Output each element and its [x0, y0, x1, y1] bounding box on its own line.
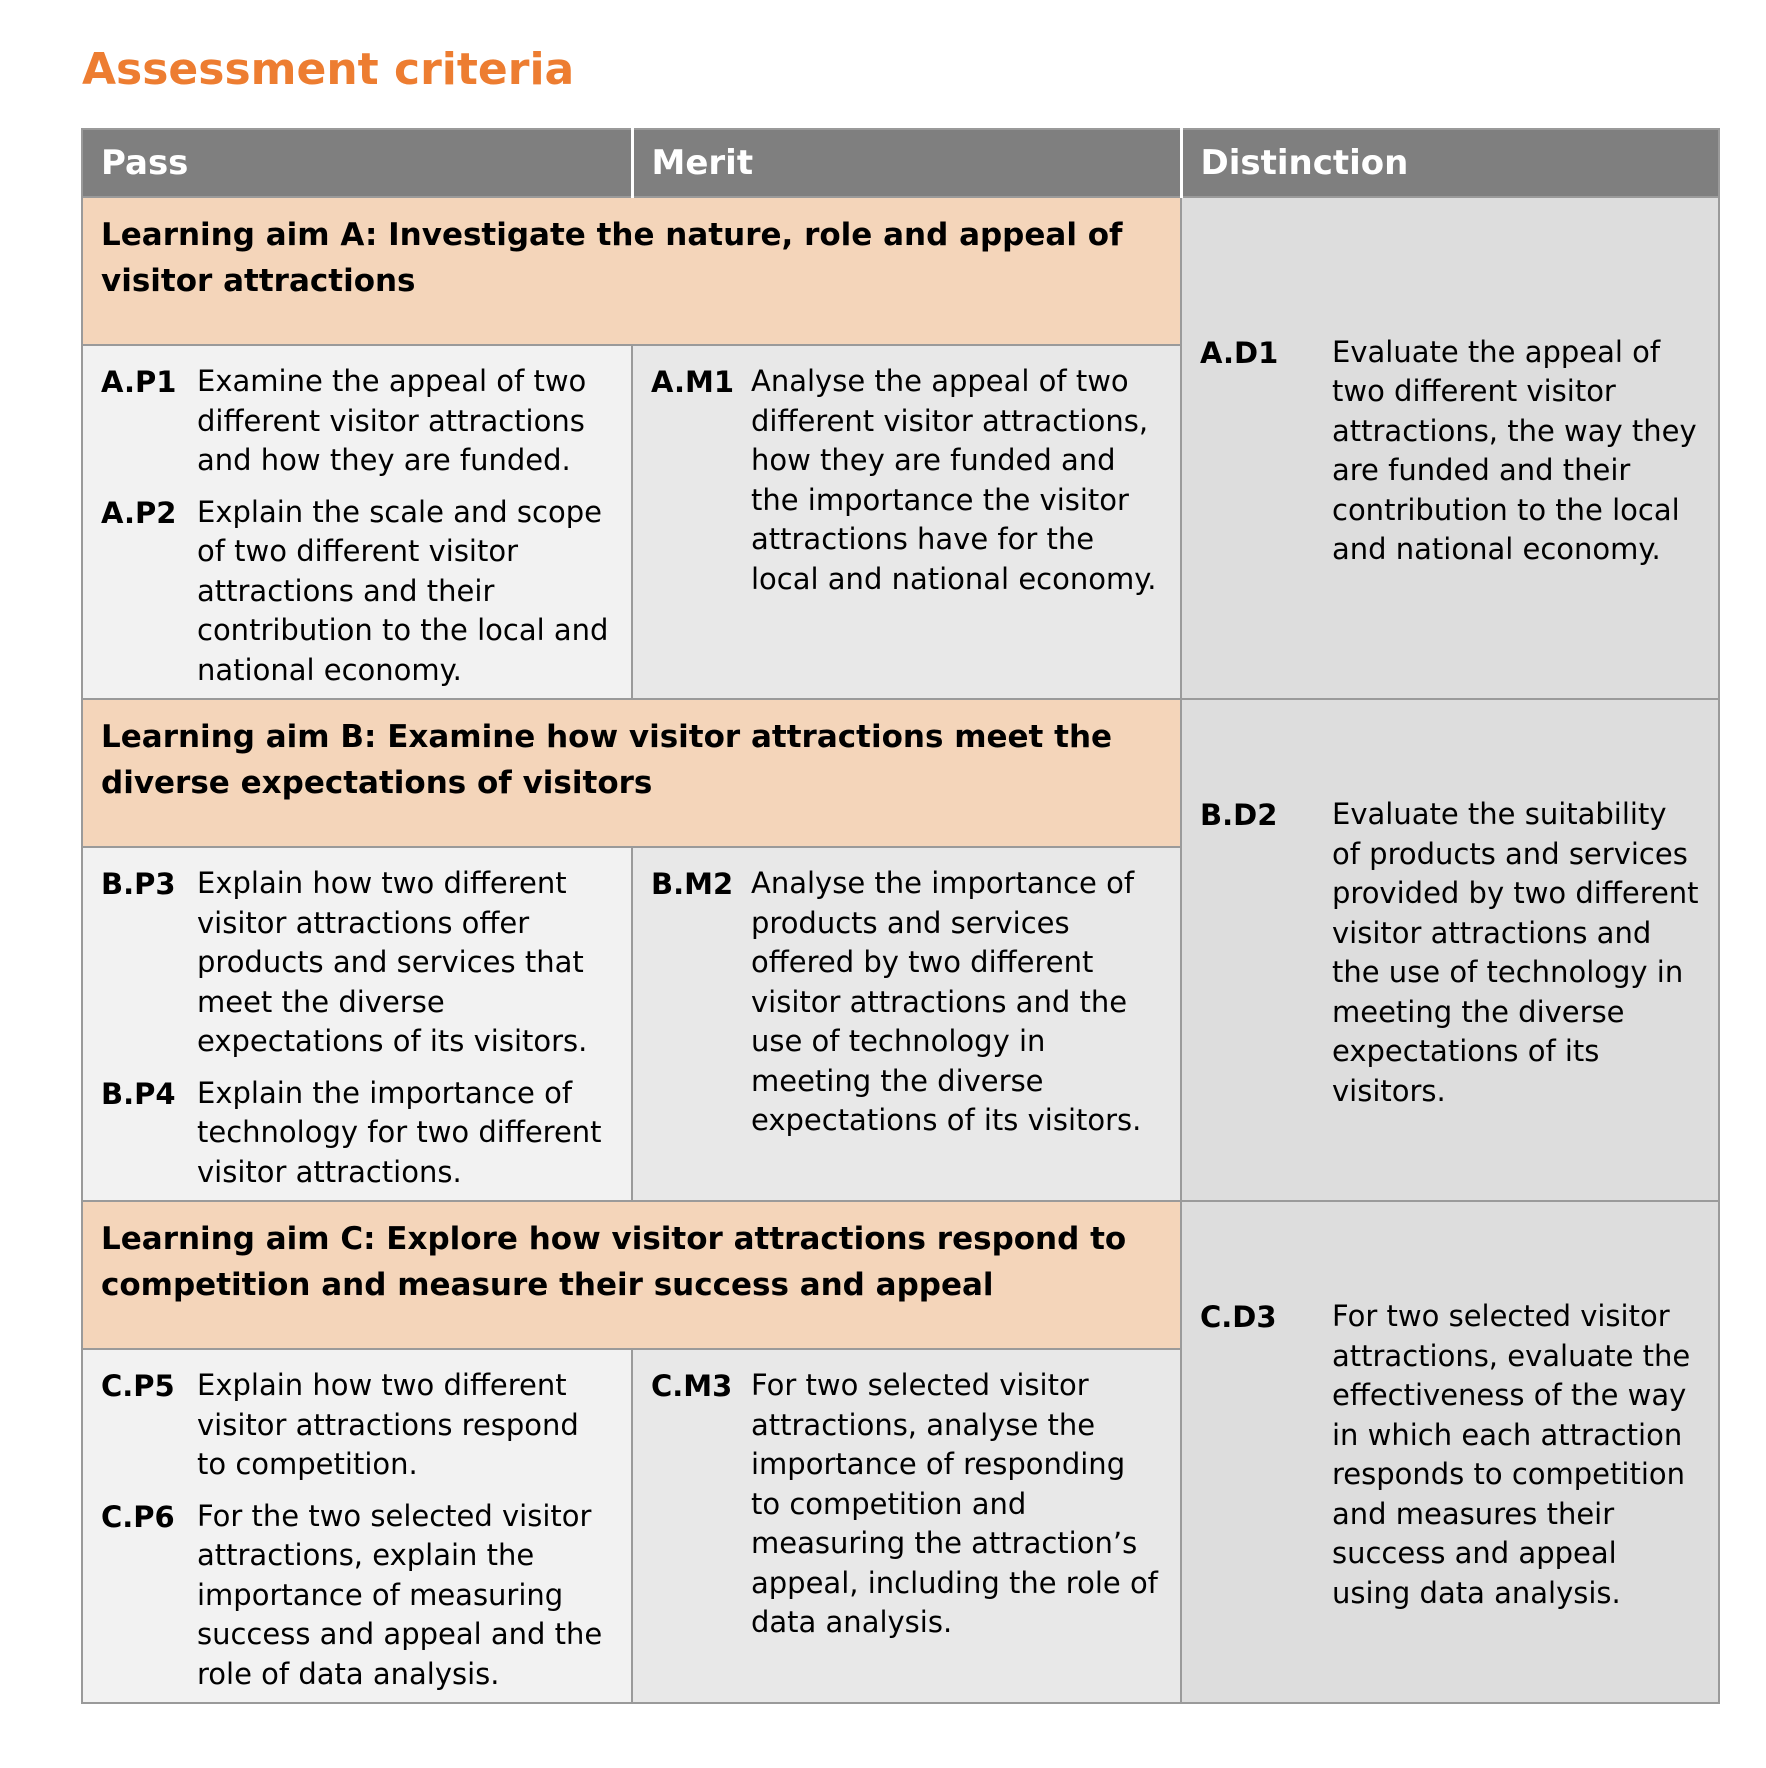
criterion-A-P2: [101, 493, 613, 691]
merit-column-header: Merit: [632, 129, 1181, 197]
criterion-text: Evaluate the suitability of products and services provided by two different visitor attractions and the use of technology in meeting the diverse expectations of its visitors.: [1332, 797, 1699, 1108]
assessment-criteria-table: [81, 128, 1720, 1704]
aim-c-distinction-cell: [1181, 1201, 1719, 1703]
criterion-C-P5: [101, 1366, 613, 1485]
criterion-code: A.P1: [101, 365, 177, 399]
page-title: Assessment criteria: [82, 44, 575, 95]
criterion-code: A.M1: [651, 365, 735, 399]
criterion-C-M3: [651, 1366, 1162, 1643]
criterion-C-D3: [1200, 1291, 1700, 1613]
table-header-row: [82, 129, 1719, 197]
criterion-A-D1: [1200, 327, 1700, 570]
criterion-code: B.P3: [101, 867, 176, 901]
criterion-text: For two selected visitor attractions, analyse the importance of responding to competition and measuring the attraction’s appeal, including the role of data analysis.: [751, 1368, 1158, 1639]
aim-c-title-cell: [82, 1201, 1181, 1349]
criterion-B-M2: [651, 864, 1162, 1141]
pass-column-header: Pass: [82, 129, 632, 197]
aim-a-title: Learning aim A: Investigate the nature, role and appeal of visitor attractions: [101, 217, 1123, 299]
aim-b-merit-cell: [632, 847, 1181, 1201]
criterion-text: For the two selected visitor attractions, explain the importance of measuring success and appeal and the role of data analysis.: [197, 1498, 603, 1691]
criterion-text: For two selected visitor attractions, evaluate the effectiveness of the way in which each attraction responds to competition and measures their success and appeal using data analysis.: [1332, 1299, 1691, 1610]
aim-c-pass-cell: [82, 1349, 632, 1703]
aim-b-pass-cell: [82, 847, 632, 1201]
aim-a-title-row: [82, 197, 1719, 345]
criterion-text: Evaluate the appeal of two different visitor attractions, the way they are funded and their contribution to the local and national economy.: [1332, 334, 1697, 566]
criterion-code: A.D1: [1200, 335, 1279, 370]
aim-b-title-cell: [82, 699, 1181, 847]
aim-a-title-cell: [82, 197, 1181, 345]
distinction-column-header: Distinction: [1181, 129, 1719, 197]
criterion-A-M1: [651, 362, 1162, 599]
criterion-text: Explain the importance of technology for two different visitor attractions.: [197, 1075, 602, 1189]
criterion-code: B.M2: [651, 867, 734, 901]
aim-b-title: Learning aim B: Examine how visitor attractions meet the diverse expectations of visitors: [101, 719, 1113, 801]
criterion-code: C.D3: [1200, 1300, 1277, 1334]
criterion-text: Explain the scale and scope of two different visitor attractions and their contribution to the local and national economy.: [197, 494, 609, 687]
criterion-code: B.P4: [101, 1076, 176, 1111]
criterion-B-P3: [101, 864, 613, 1062]
criterion-B-D2: [1200, 789, 1700, 1111]
criterion-A-P1: [101, 362, 613, 481]
criterion-text: Explain how two different visitor attractions offer products and services that meet the diverse expectations of its visitors.: [197, 866, 588, 1058]
criterion-code: C.P5: [101, 1369, 175, 1403]
criterion-C-P6: [101, 1497, 613, 1695]
criterion-code: A.P2: [101, 495, 177, 530]
aim-c-title: Learning aim C: Explore how visitor attractions respond to competition and measure their success and appeal: [101, 1221, 1127, 1303]
aim-b-distinction-cell: [1181, 699, 1719, 1201]
aim-a-pass-cell: [82, 345, 632, 699]
criterion-text: Examine the appeal of two different visitor attractions and how they are funded.: [197, 364, 587, 477]
aim-a-distinction-cell: [1181, 197, 1719, 699]
aim-c-title-row: [82, 1201, 1719, 1349]
criterion-text: Analyse the importance of products and services offered by two different visitor attractions and the use of technology in meeting the diverse expectations of its visitors.: [751, 866, 1142, 1137]
criterion-text: Explain how two different visitor attractions respond to competition.: [197, 1368, 579, 1481]
criterion-code: C.M3: [651, 1369, 733, 1403]
criterion-text: Analyse the appeal of two different visitor attractions, how they are funded and the importance the visitor attractions have for the local and national economy.: [751, 364, 1157, 596]
criterion-code: C.P6: [101, 1499, 175, 1534]
aim-a-merit-cell: [632, 345, 1181, 699]
aim-c-merit-cell: [632, 1349, 1181, 1703]
aim-b-title-row: [82, 699, 1719, 847]
criterion-code: B.D2: [1200, 798, 1278, 832]
criterion-B-P4: [101, 1074, 613, 1193]
